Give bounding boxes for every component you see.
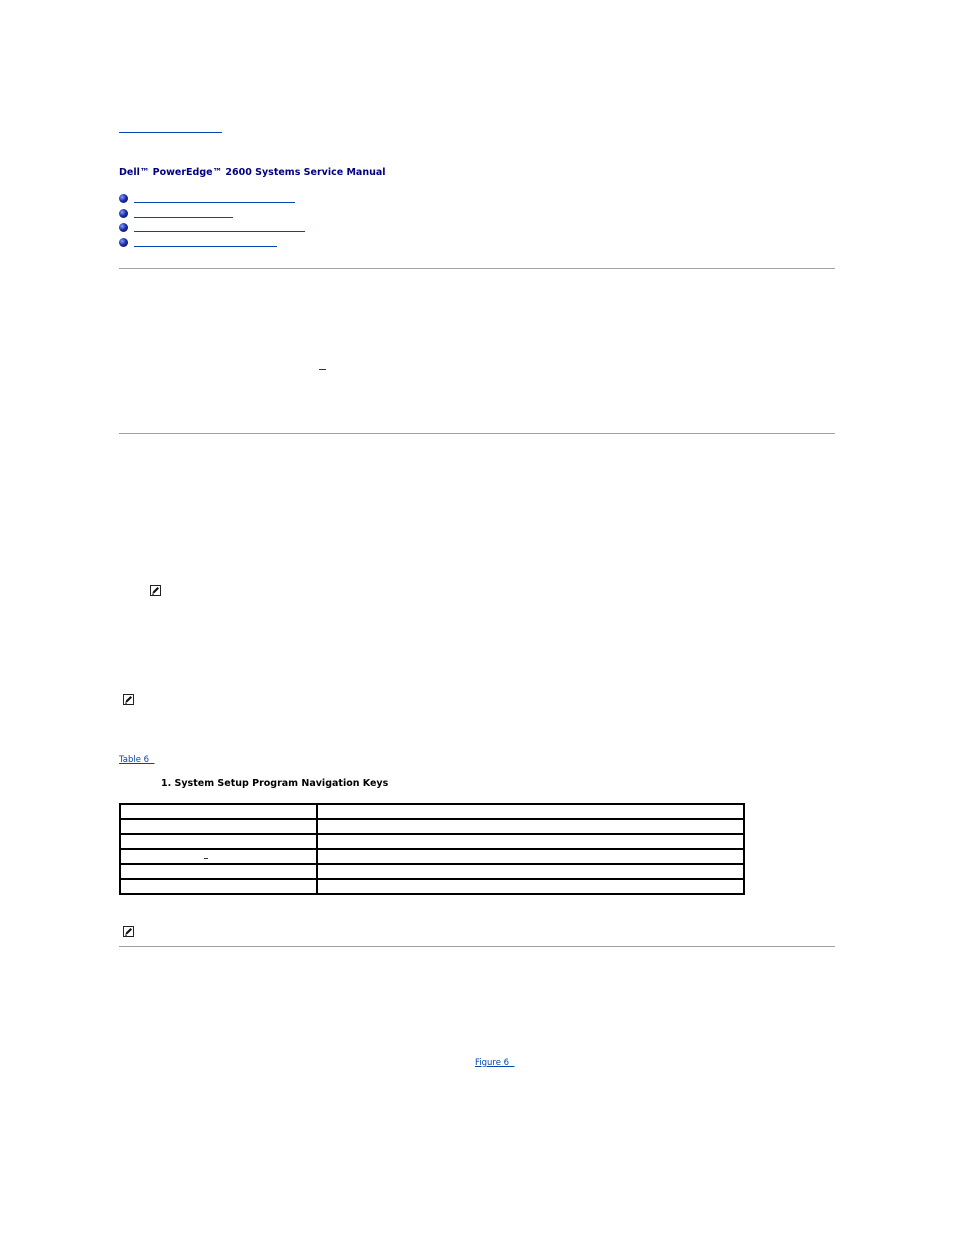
table-cell xyxy=(317,819,744,834)
bullet-icon xyxy=(119,209,128,218)
table-cell xyxy=(317,834,744,849)
table-cell xyxy=(317,879,744,894)
table-ref-link[interactable]: Table 6 xyxy=(119,755,155,765)
table-cell xyxy=(120,834,317,849)
note-icon xyxy=(123,926,134,937)
table-row xyxy=(120,864,744,879)
table-cell xyxy=(317,804,744,819)
table-cell xyxy=(317,864,744,879)
toc-link[interactable] xyxy=(134,217,233,218)
table-row xyxy=(120,834,744,849)
toc-link[interactable] xyxy=(134,246,277,247)
bullet-icon xyxy=(119,223,128,232)
section-divider xyxy=(119,433,835,434)
toc-item[interactable] xyxy=(119,221,419,236)
table-cell xyxy=(120,879,317,894)
section-divider xyxy=(119,946,835,947)
table-cell xyxy=(317,849,744,864)
section-divider xyxy=(119,268,835,269)
table-cell xyxy=(120,849,317,864)
table-row xyxy=(120,849,744,864)
figure-ref-link[interactable]: Figure 6 xyxy=(475,1058,515,1068)
toc-item[interactable] xyxy=(119,192,419,207)
inline-link-stub[interactable] xyxy=(319,369,326,370)
inline-link-stub[interactable] xyxy=(204,858,208,859)
table-row xyxy=(120,804,744,819)
table-cell xyxy=(120,819,317,834)
manual-title: Dell™ PowerEdge™ 2600 Systems Service Manual xyxy=(119,167,386,178)
table-row xyxy=(120,879,744,894)
toc-list xyxy=(119,192,419,251)
bullet-icon xyxy=(119,238,128,247)
note-icon xyxy=(150,585,161,596)
toc-item[interactable] xyxy=(119,207,419,222)
table-cell xyxy=(120,804,317,819)
table-row xyxy=(120,819,744,834)
toc-item[interactable] xyxy=(119,236,419,251)
note-icon xyxy=(123,694,134,705)
navigation-keys-table xyxy=(119,803,745,895)
toc-link[interactable] xyxy=(134,202,295,203)
table-cell xyxy=(120,864,317,879)
top-link[interactable] xyxy=(119,118,222,133)
table-caption: 1. System Setup Program Navigation Keys xyxy=(161,778,389,789)
toc-link[interactable] xyxy=(134,231,305,232)
bullet-icon xyxy=(119,194,128,203)
